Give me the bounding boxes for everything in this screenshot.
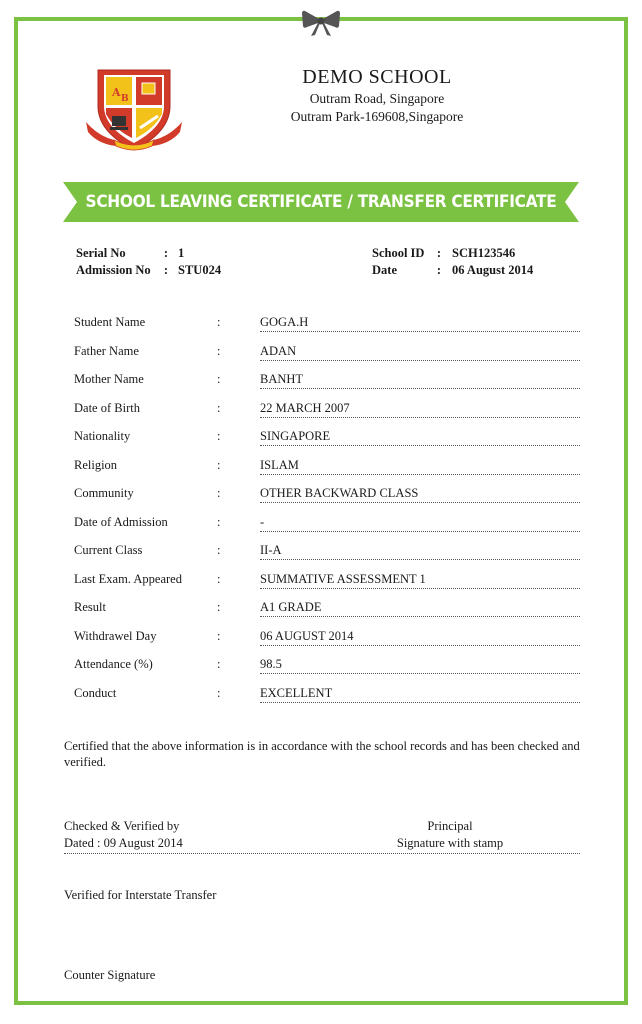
field-row <box>74 684 580 713</box>
certificate-title: SCHOOL LEAVING CERTIFICATE / TRANSFER CERTIFICATE <box>85 192 557 211</box>
field-row <box>74 427 580 456</box>
school-header <box>254 64 500 126</box>
date-label: Date <box>372 263 397 277</box>
admission-colon: : <box>163 263 169 277</box>
field-colon: : <box>217 429 221 443</box>
field-value: GOGA.H <box>260 315 580 332</box>
field-colon: : <box>217 457 221 472</box>
date-value: 06 August 2014 <box>452 263 534 277</box>
school-address-line1: Outram Road, Singapore <box>309 91 445 106</box>
counter-signature-label: Counter Signature <box>64 968 156 982</box>
admission-value: STU024 <box>178 263 222 277</box>
field-colon: : <box>217 372 221 386</box>
school-id-value: SCH123546 <box>452 246 516 260</box>
field-row <box>74 598 580 627</box>
field-value: ISLAM <box>260 458 580 475</box>
field-value: BANHT <box>260 372 580 389</box>
field-label: Withdrawel Day <box>74 628 157 643</box>
field-row <box>74 313 580 342</box>
serial-value: 1 <box>178 246 185 260</box>
field-value: SINGAPORE <box>260 429 580 446</box>
field-value: 06 AUGUST 2014 <box>260 629 580 646</box>
field-value: SUMMATIVE ASSESSMENT 1 <box>260 572 580 589</box>
field-value: II-A <box>260 543 580 560</box>
principal-label: Principal <box>427 819 473 833</box>
field-label: Date of Admission <box>74 514 168 529</box>
field-row <box>74 513 580 542</box>
field-colon: : <box>217 628 221 643</box>
field-row <box>74 484 580 513</box>
field-value: 22 MARCH 2007 <box>260 401 580 418</box>
field-row <box>74 399 580 428</box>
signature-stamp-label: Signature with stamp <box>396 836 504 850</box>
field-value: - <box>260 515 580 532</box>
svg-text:A: A <box>112 86 121 99</box>
principal-block <box>376 818 524 852</box>
meta-left <box>76 245 221 279</box>
field-value: A1 GRADE <box>260 600 580 617</box>
field-value: ADAN <box>260 344 580 361</box>
student-details <box>74 313 580 712</box>
svg-text:B: B <box>121 94 129 104</box>
bow-icon <box>301 8 341 38</box>
school-id-label: School ID <box>372 246 425 260</box>
date-colon: : <box>436 263 442 277</box>
meta-right <box>372 245 533 279</box>
field-colon: : <box>217 600 221 614</box>
field-label: Student Name <box>74 315 146 329</box>
field-label: Current Class <box>74 543 143 557</box>
field-label: Nationality <box>74 429 131 443</box>
field-row <box>74 342 580 371</box>
school-crest-logo <box>84 66 184 154</box>
field-row <box>74 570 580 599</box>
school-name: DEMO SCHOOL <box>302 66 452 88</box>
field-label: Mother Name <box>74 372 144 386</box>
field-row <box>74 627 580 656</box>
field-colon: : <box>217 486 221 500</box>
field-colon: : <box>217 571 221 586</box>
field-value: 98.5 <box>260 657 580 674</box>
serial-label: Serial No <box>76 246 126 260</box>
field-colon: : <box>217 543 221 557</box>
field-colon: : <box>217 343 221 358</box>
admission-label: Admission No <box>76 263 151 277</box>
field-value: OTHER BACKWARD CLASS <box>260 486 580 503</box>
field-label: Last Exam. Appeared <box>74 571 182 586</box>
field-row <box>74 541 580 570</box>
checked-by-label: Checked & Verified by <box>64 819 180 833</box>
field-row <box>74 655 580 684</box>
serial-colon: : <box>163 246 169 260</box>
field-colon: : <box>217 400 221 415</box>
field-label: Religion <box>74 457 118 472</box>
field-colon: : <box>217 315 221 329</box>
field-label: Father Name <box>74 343 139 358</box>
field-colon: : <box>217 685 221 700</box>
field-row <box>74 370 580 399</box>
dated-label: Dated : 09 August 2014 <box>64 836 183 850</box>
field-label: Conduct <box>74 685 117 700</box>
field-label: Attendance (%) <box>74 657 153 671</box>
field-row <box>74 456 580 485</box>
certification-statement: Certified that the above information is in accordance with the school records and has been checked and verified. <box>64 739 580 769</box>
field-label: Community <box>74 486 134 500</box>
field-value: EXCELLENT <box>260 686 580 703</box>
school-address-line2: Outram Park-169608,Singapore <box>290 109 464 124</box>
field-label: Date of Birth <box>74 400 140 415</box>
signature-divider <box>64 853 580 854</box>
field-label: Result <box>74 600 106 614</box>
school-id-colon: : <box>436 246 442 260</box>
interstate-transfer-label: Verified for Interstate Transfer <box>64 888 217 902</box>
field-colon: : <box>217 514 221 529</box>
field-colon: : <box>217 657 221 671</box>
checked-verified-block <box>64 818 183 852</box>
